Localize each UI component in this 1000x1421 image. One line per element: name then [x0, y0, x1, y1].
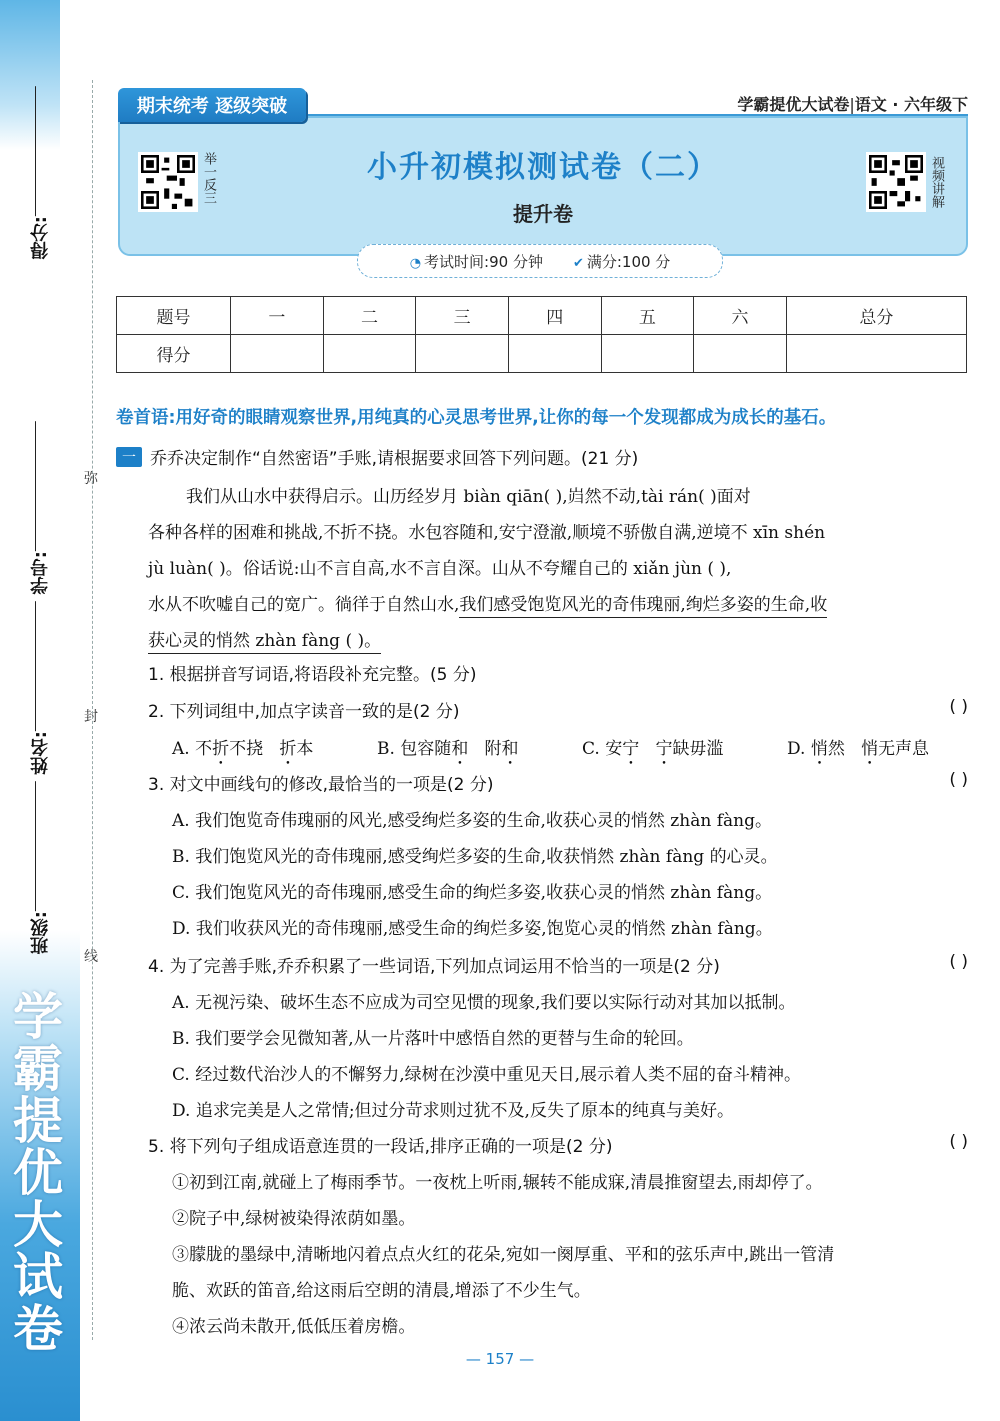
exam-subtitle: 提升卷 — [513, 202, 573, 226]
question-1 — [148, 660, 968, 685]
score-cell[interactable] — [323, 335, 416, 373]
option-b[interactable]: B. 包容随和 附和 — [377, 739, 519, 759]
exam-time — [410, 251, 543, 272]
seal-char-mi: 弥 — [84, 471, 98, 487]
class-field-label: 班级: — [30, 911, 51, 955]
qr-right-caption: 视频讲解 — [929, 156, 944, 208]
q4-option-b[interactable]: B. 我们要学会见微知著,从一片落叶中感悟自然的更替与生命的轮回。 — [172, 1029, 694, 1049]
brand-vertical-logo: 学霸提优大试卷 — [5, 990, 64, 1354]
clock-icon: ◔ — [409, 255, 422, 271]
score-table — [116, 296, 967, 373]
score-field[interactable] — [28, 80, 54, 259]
question-text: 5. 将下列句子组成语意连贯的一段话,排序正确的一项是(2 分) — [148, 1137, 613, 1157]
question-text: 1. 根据拼音写词语,将语段补充完整。(5 分) — [148, 665, 477, 685]
score-table-header-row — [117, 297, 967, 335]
preface-motto: 卷首语:用好奇的眼睛观察世界,用纯真的心灵思考世界,让你的每一个发现都成为成长的基石。 — [116, 408, 837, 428]
passage-line — [148, 590, 970, 615]
option-a[interactable]: A. 不折不挠 折本 — [172, 739, 314, 759]
series-name: 学霸提优大试卷 — [737, 95, 850, 114]
score-table-score-row — [117, 335, 967, 373]
table-header-cell: 六 — [694, 297, 787, 335]
question-3 — [148, 770, 968, 795]
check-icon: ✔ — [572, 255, 584, 271]
score-cell[interactable] — [231, 335, 324, 373]
seal-char-xian: 线 — [84, 949, 98, 965]
q4-option-d[interactable]: D. 追求完美是人之常情;但过分苛求则过犹不及,反失了原本的纯真与美好。 — [172, 1101, 734, 1121]
series-title: 学霸提优大试卷|语文 · 六年级下 — [737, 95, 968, 114]
series-info: 语文 · 六年级下 — [854, 95, 968, 114]
underlined-sentence: 我们感受饱览风光的奇伟瑰丽,绚烂多姿的生命,收 — [459, 595, 827, 618]
seal-char-feng: 封 — [84, 709, 98, 725]
option-c[interactable]: C. 安宁 宁缺毋滥 — [582, 739, 724, 759]
q5-sentence: 脆、欢跃的笛音,给这雨后空朗的清晨,增添了不少生气。 — [172, 1281, 591, 1301]
exam-full-score — [573, 251, 670, 272]
name-field[interactable] — [28, 595, 54, 774]
exam-tag: 期末统考 逐级突破 — [118, 88, 306, 122]
answer-blank[interactable]: ( ) — [949, 952, 968, 972]
section-heading-text: 乔乔决定制作“自然密语”手账,请根据要求回答下列问题。(21 分) — [150, 449, 639, 469]
table-header-cell: 五 — [601, 297, 694, 335]
option-d[interactable]: D. 悄然 悄无声息 — [787, 739, 930, 759]
exam-meta — [357, 244, 723, 278]
q5-sentence: ②院子中,绿树被染得浓荫如墨。 — [172, 1209, 416, 1229]
passage-segment: 水从不吹嘘自己的宽广。徜徉于自然山水, — [148, 595, 460, 615]
student-id-field-label: 学号: — [30, 551, 51, 595]
q3-option-a[interactable]: A. 我们饱览奇伟瑰丽的风光,感受绚烂多姿的生命,收获心灵的悄然 zhàn fàng。 — [172, 811, 772, 831]
table-header-cell: 一 — [231, 297, 324, 335]
table-header-cell: 三 — [416, 297, 509, 335]
table-header-cell: 四 — [508, 297, 601, 335]
table-header-cell: 题号 — [117, 297, 231, 335]
class-field[interactable] — [28, 775, 54, 954]
question-text: 2. 下列词组中,加点字读音一致的是(2 分) — [148, 702, 460, 722]
passage-line — [148, 626, 970, 651]
question-text: 4. 为了完善手账,乔乔积累了一些词语,下列加点词运用不恰当的一项是(2 分) — [148, 957, 720, 977]
table-header-cell: 二 — [323, 297, 416, 335]
passage-line: 我们从山水中获得启示。山历经岁月 biàn qiān( ),岿然不动,tài rán( )面对 — [186, 487, 751, 507]
page-number: — 157 — — [465, 1350, 535, 1368]
table-header-cell: 总分 — [786, 297, 966, 335]
q2-options — [172, 734, 968, 769]
section-heading — [116, 444, 638, 469]
q3-option-c[interactable]: C. 我们饱览风光的奇伟瑰丽,感受生命的绚烂多姿,收获心灵的悄然 zhàn fàng。 — [172, 883, 773, 903]
q5-sentence: ④浓云尚未散开,低低压着房檐。 — [172, 1317, 416, 1337]
underlined-sentence-end: 获心灵的悄然 zhàn fàng ( )。 — [148, 631, 381, 654]
exam-title: 小升初模拟测试卷（二） — [367, 150, 719, 185]
section-badge: 一 — [116, 447, 142, 467]
exam-score-label: 满分:100 分 — [586, 252, 671, 271]
table-row-label: 得分 — [117, 335, 231, 373]
passage-line: jù luàn( )。俗话说:山不言自高,水不言自深。山从不夸耀自己的 xiǎn jùn ( ), — [148, 559, 732, 579]
score-cell[interactable] — [508, 335, 601, 373]
question-4 — [148, 952, 968, 977]
q4-option-a[interactable]: A. 无视污染、破坏生态不应成为司空见惯的现象,我们要以实际行动对其加以抵制。 — [172, 993, 796, 1013]
score-cell[interactable] — [786, 335, 966, 373]
answer-blank[interactable]: ( ) — [949, 770, 968, 790]
answer-blank[interactable]: ( ) — [949, 697, 968, 717]
question-text: 3. 对文中画线句的修改,最恰当的一项是(2 分) — [148, 775, 494, 795]
title-banner — [118, 116, 968, 256]
score-cell[interactable] — [416, 335, 509, 373]
answer-blank[interactable]: ( ) — [949, 1132, 968, 1152]
seal-dashed-line — [92, 80, 93, 1340]
question-5 — [148, 1132, 968, 1157]
qr-code-right[interactable] — [866, 152, 926, 212]
q5-sentence: ①初到江南,就碰上了梅雨季节。一夜枕上听雨,辗转不能成寐,清晨推窗望去,雨却停了。 — [172, 1173, 823, 1193]
name-field-label: 姓名: — [30, 731, 51, 775]
passage-line: 各种各样的困难和挑战,不折不挠。水包容随和,安宁澄澈,顺境不骄傲自满,逆境不 xīn shén — [148, 523, 826, 543]
qr-left-caption: 举一反三 — [201, 152, 216, 204]
question-2 — [148, 697, 968, 722]
score-cell[interactable] — [601, 335, 694, 373]
score-cell[interactable] — [694, 335, 787, 373]
qr-icon — [869, 155, 923, 209]
q4-option-c[interactable]: C. 经过数代治沙人的不懈努力,绿树在沙漠中重见天日,展示着人类不屈的奋斗精神。 — [172, 1065, 802, 1085]
q3-option-b[interactable]: B. 我们饱览风光的奇伟瑰丽,感受绚烂多姿的生命,收获悄然 zhàn fàng 的心灵。 — [172, 847, 778, 867]
score-field-label: 得分: — [30, 216, 51, 260]
q3-option-d[interactable]: D. 我们收获风光的奇伟瑰丽,感受生命的绚烂多姿,饱览心灵的悄然 zhàn fàng。 — [172, 919, 773, 939]
exam-time-label: 考试时间:90 分钟 — [424, 252, 543, 271]
student-id-field[interactable] — [28, 415, 54, 594]
q5-sentence: ③朦胧的墨绿中,清晰地闪着点点火红的花朵,宛如一阕厚重、平和的弦乐声中,跳出一管清 — [172, 1245, 835, 1265]
binding-strip — [0, 0, 98, 1421]
